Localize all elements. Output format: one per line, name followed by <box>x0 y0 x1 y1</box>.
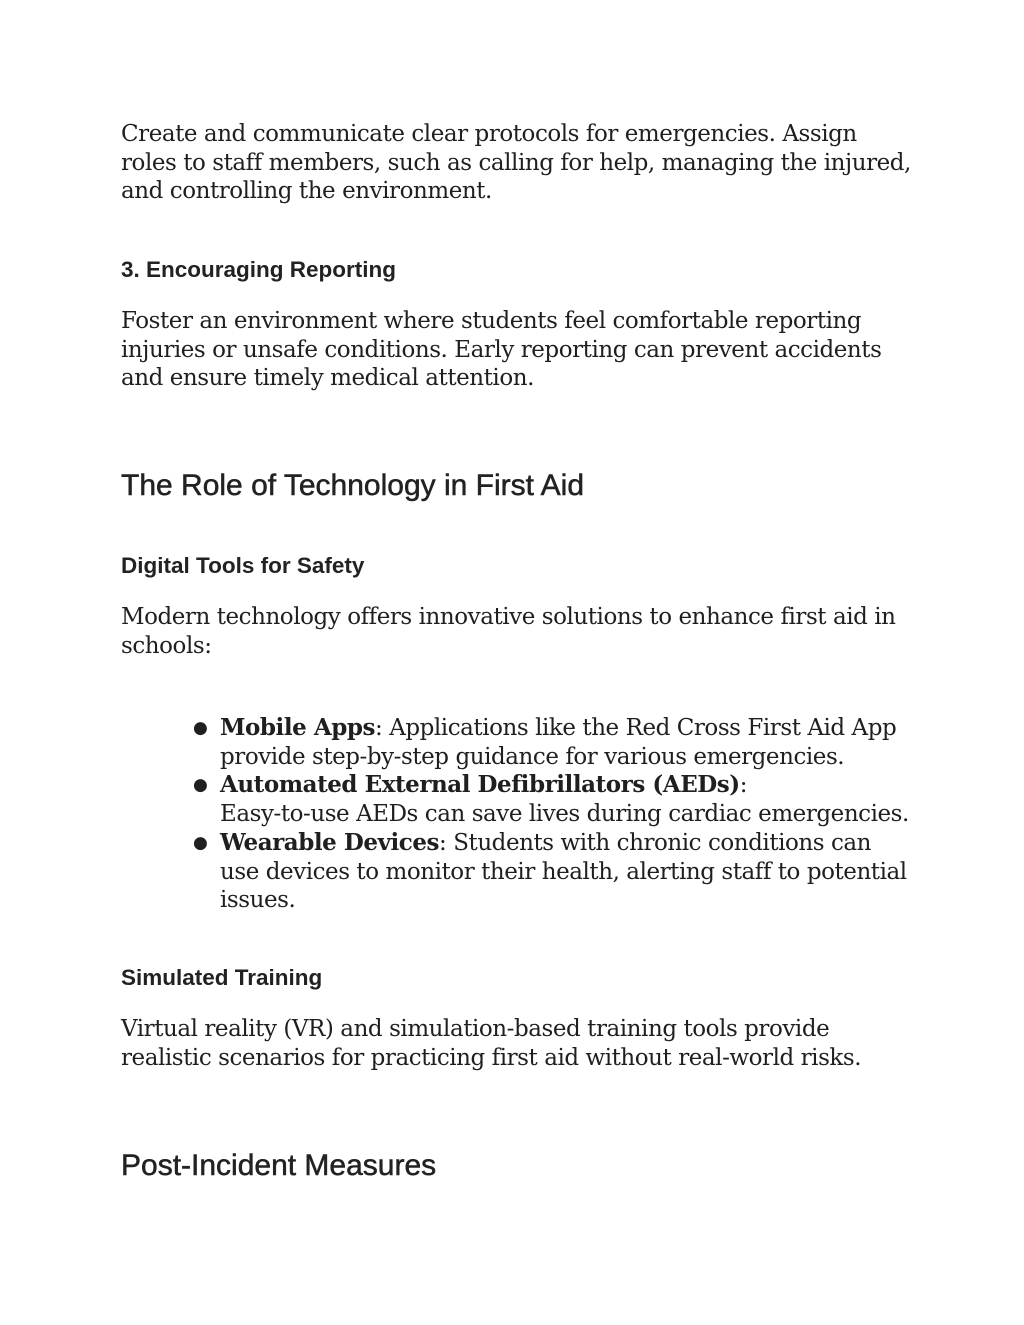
bullet-text: Applications like the Red Cross First Aid App provide step-by-step guidance for various emergencies. <box>220 715 897 770</box>
role-of-technology-heading: The Role of Technology in First Aid <box>121 469 585 502</box>
bullet-icon: ● <box>193 775 208 796</box>
digital-tools-heading: Digital Tools for Safety <box>121 553 365 578</box>
modern-tech-paragraph: Modern technology offers innovative solutions to enhance first aid in schools: <box>121 604 896 659</box>
bullet-separator: : <box>739 772 748 799</box>
list-item <box>121 714 911 771</box>
list-item <box>121 771 911 828</box>
protocols-paragraph: Create and communicate clear protocols for emergencies. Assign roles to staff members, such as calling for help, managing the injured, and controlling the environment. <box>121 121 911 205</box>
technology-bullet-list <box>121 714 911 915</box>
post-incident-heading: Post-Incident Measures <box>121 1149 437 1182</box>
bullet-term: Automated External Defibrillators (AEDs) <box>220 771 740 799</box>
bullet-text: Easy-to-use AEDs can save lives during cardiac emergencies. <box>220 801 909 828</box>
bullet-text: Students with chronic conditions can use devices to monitor their health, alerting staff to potential issues. <box>220 829 907 914</box>
bullet-icon: ● <box>193 832 208 853</box>
encouraging-reporting-heading: 3. Encouraging Reporting <box>121 257 397 282</box>
vr-paragraph: Virtual reality (VR) and simulation-based training tools provide realistic scenarios for practicing first aid without real-world risks. <box>121 1016 862 1071</box>
simulated-training-heading: Simulated Training <box>121 965 323 990</box>
bullet-icon: ● <box>193 718 208 738</box>
bullet-separator: : <box>375 715 383 741</box>
bullet-term: Wearable Devices <box>220 828 440 856</box>
bullet-term: Mobile Apps <box>220 714 376 741</box>
reporting-paragraph: Foster an environment where students feel comfortable reporting injuries or unsafe conditions. Early reporting can prevent accidents and ensure timely medical attention. <box>121 308 882 392</box>
list-item <box>121 829 911 915</box>
bullet-separator: : <box>439 829 447 856</box>
